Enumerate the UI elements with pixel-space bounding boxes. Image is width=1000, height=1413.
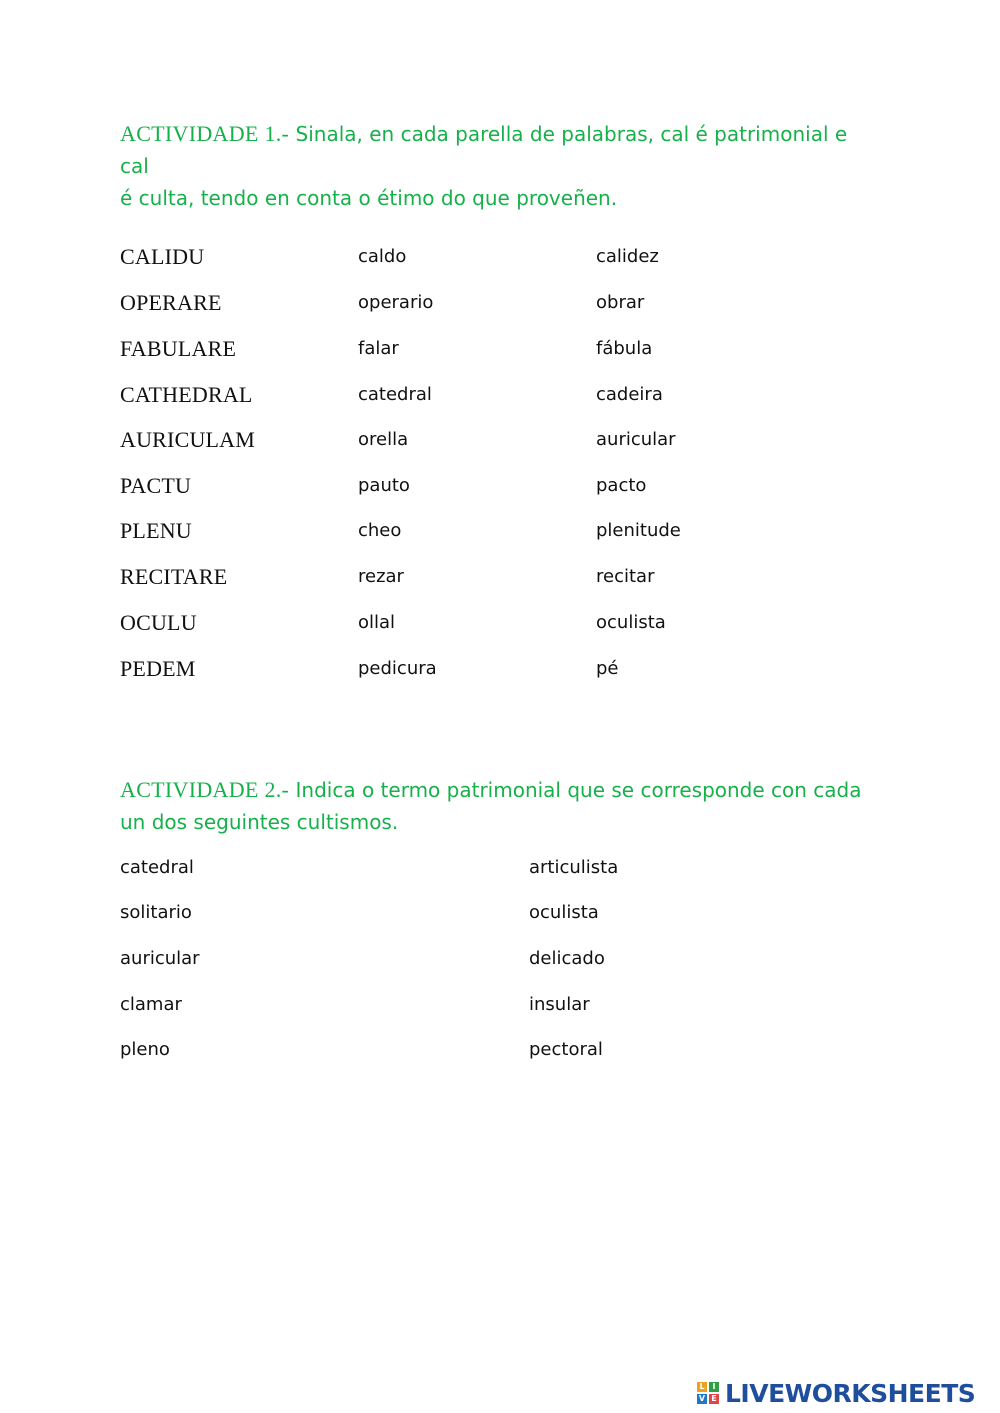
activity-2-instruction: Indica o termo patrimonial que se corresponde con cada [295,778,862,802]
activity-1-heading-line2: é culta, tendo en conta o étimo do que proveñen. [120,186,618,210]
word-option-a[interactable]: pedicura [358,658,437,679]
table-row [120,656,880,696]
table-row [120,610,880,650]
logo-text: LIVEWORKSHEETS [725,1378,976,1408]
table-row [120,473,880,513]
cultism-word: delicado [529,948,605,969]
table-row [120,564,880,604]
cultism-word: clamar [120,994,182,1015]
word-option-b[interactable]: pacto [596,475,647,496]
activity-2-heading [120,774,880,838]
etymon: PACTU [120,473,192,498]
word-option-a[interactable]: falar [358,338,399,359]
activity-1-heading [120,118,880,214]
activity-1-heading-line1 [120,118,880,182]
word-option-b[interactable]: cadeira [596,384,663,405]
activity-1-instruction: Sinala, en cada parella de palabras, cal é patrimonial e cal [120,122,848,178]
word-option-a[interactable]: caldo [358,246,407,267]
cultism-word: pleno [120,1039,170,1060]
cultism-word: articulista [529,857,619,878]
word-option-a[interactable]: cheo [358,520,402,541]
table-row [120,290,880,330]
cultism-word: pectoral [529,1039,603,1060]
activity-2-heading-line2: un dos seguintes cultismos. [120,810,399,834]
etymon: CALIDU [120,244,205,269]
table-row [120,427,880,467]
logo-letter: I [709,1382,719,1392]
etymon: AURICULAM [120,427,256,452]
liveworksheets-logo [697,1378,975,1408]
cultism-word: catedral [120,857,194,878]
word-option-a[interactable]: orella [358,429,409,450]
cultism-word: oculista [529,902,599,923]
etymon: PLENU [120,518,192,543]
word-option-b[interactable]: fábula [596,338,653,359]
etymon: CATHEDRAL [120,382,253,407]
table-row [120,244,880,284]
etymon: PEDEM [120,656,196,681]
logo-letter: V [698,1394,706,1403]
activity-2-heading-line1 [120,774,880,806]
word-option-a[interactable]: ollal [358,612,396,633]
table-row [120,382,880,422]
logo-letter: L [697,1382,707,1392]
cultism-word: auricular [120,948,200,969]
word-option-a[interactable]: operario [358,292,434,313]
logo-mark-icon [697,1382,719,1404]
word-option-b[interactable]: auricular [596,429,676,450]
logo-letter: E [709,1394,719,1404]
etymon: OPERARE [120,290,222,315]
etymon: FABULARE [120,336,237,361]
word-option-b[interactable]: pé [596,658,619,679]
cultism-word: solitario [120,902,192,923]
word-option-b[interactable]: recitar [596,566,655,587]
word-option-a[interactable]: pauto [358,475,410,496]
word-option-b[interactable]: oculista [596,612,666,633]
activity-2-label: ACTIVIDADE 2.- [120,777,290,802]
etymon: RECITARE [120,564,228,589]
word-option-a[interactable]: catedral [358,384,432,405]
table-row [120,518,880,558]
word-option-b[interactable]: calidez [596,246,659,267]
word-option-b[interactable]: plenitude [596,520,681,541]
cultism-word: insular [529,994,590,1015]
activity-1-label: ACTIVIDADE 1.- [120,121,290,146]
table-row [120,336,880,376]
etymon: OCULU [120,610,197,635]
word-option-a[interactable]: rezar [358,566,404,587]
word-option-b[interactable]: obrar [596,292,645,313]
